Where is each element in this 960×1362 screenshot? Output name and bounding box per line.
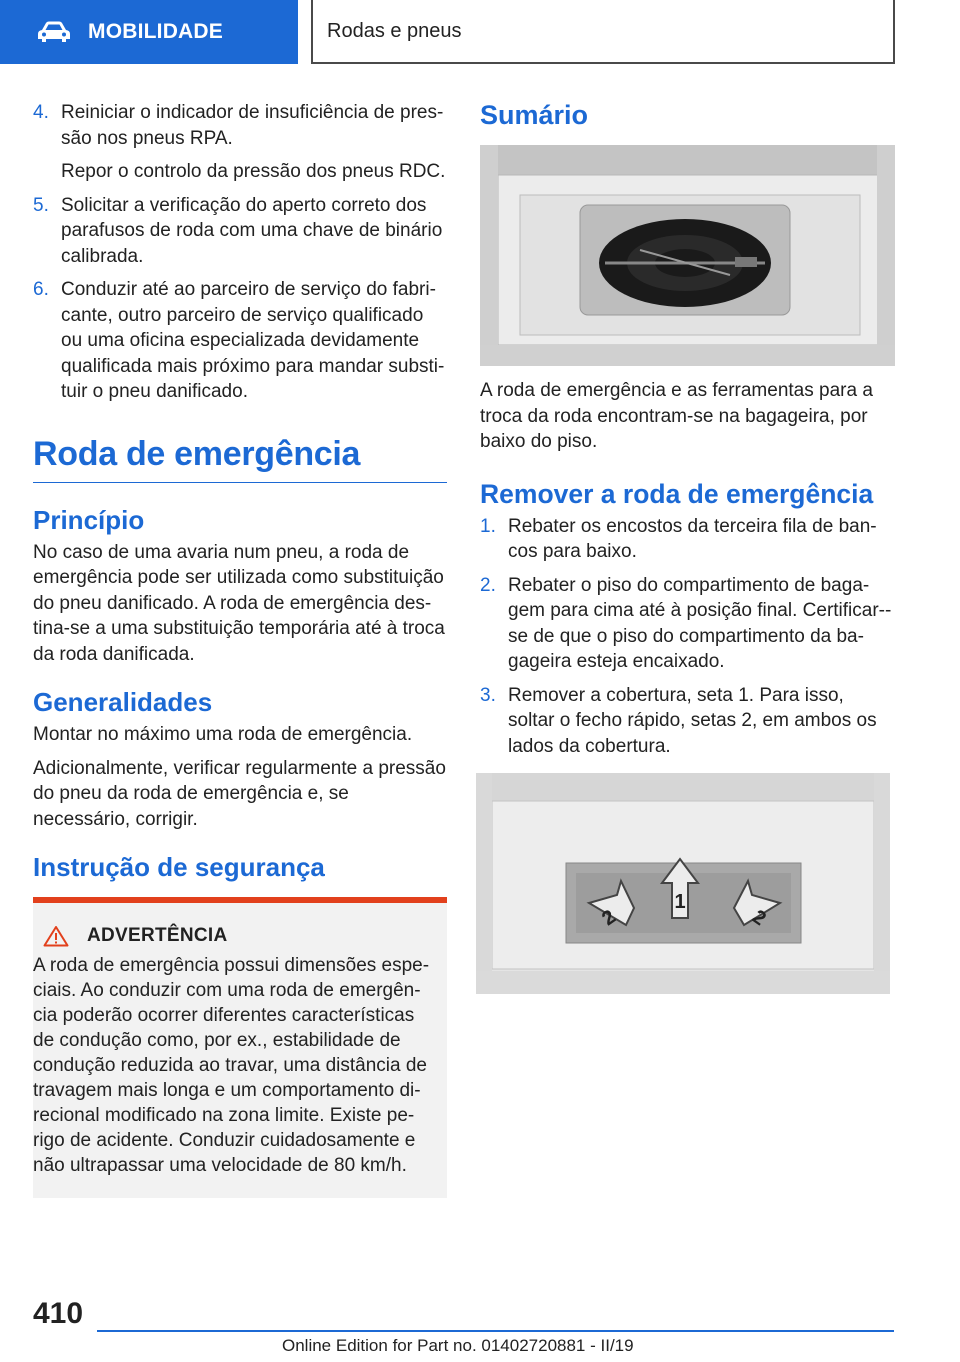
page-number: 410	[33, 1297, 84, 1330]
step-text: Solicitar a verificação do aperto correto dos parafusos de roda com uma chave de binário calibrada.	[61, 194, 443, 267]
sumario-heading: Sumário	[480, 100, 589, 130]
figure-label: 2	[748, 905, 770, 931]
generalidades-text-2: Adicionalmente, verificar regularmente a pressão do pneu da roda de emergência e, se necessário, corrigir.	[33, 757, 446, 830]
sumario-text: A roda de emergência e as ferramentas para a troca da roda encontram-se na bagageira, por baixo do piso.	[480, 380, 873, 452]
principio-heading: Princípio	[33, 504, 145, 535]
chapter-label: Rodas e pneus	[327, 19, 462, 42]
section-label: MOBILIDADE	[88, 20, 223, 43]
warning-triangle-icon	[43, 925, 69, 947]
right-column	[480, 100, 894, 994]
step-text: Remover a cobertura, seta 1. Para isso, soltar o fecho rápido, setas 2, em ambos os lados da cobertura.	[508, 684, 877, 757]
main-heading: Roda de emergência	[33, 435, 447, 483]
step-number: 4.	[33, 102, 49, 123]
chapter-tab[interactable]	[311, 0, 895, 64]
remover-heading: Remover a roda de emergência	[480, 478, 874, 509]
list-item	[480, 514, 894, 565]
step-number: 5.	[33, 194, 49, 216]
list-item	[480, 573, 894, 675]
section-tab[interactable]	[0, 0, 298, 64]
step-text: Conduzir até ao parceiro de serviço do fabri-cante, outro parceiro de serviço qualificado ou uma oficina especializada devidamente qualificada mais próximo para mandar substi-tuir o pneu danificado.	[61, 279, 445, 402]
figure-label: 2	[598, 905, 620, 931]
generalidades-heading: Generalidades	[33, 687, 213, 717]
list-item	[33, 277, 447, 405]
principio-text: No caso de uma avaria num pneu, a roda de emergência pode ser utilizada como substituição do pneu danificado. A roda de emergência des-tina-se a uma substituição temporária até à troca da roda danificada.	[33, 541, 445, 665]
cover-removal-image	[476, 773, 890, 994]
step-text: Repor o controlo da pressão dos pneus RDC.	[61, 161, 446, 182]
step-number: 6.	[33, 279, 49, 300]
seguranca-heading: Instrução de segurança	[33, 852, 325, 882]
warning-box	[33, 897, 447, 1198]
step-number: 2.	[480, 574, 496, 596]
step-number: 3.	[480, 684, 496, 706]
generalidades-text-1: Montar no máximo uma roda de emergência.	[33, 724, 413, 745]
list-item	[33, 100, 447, 185]
spare-wheel-image	[480, 145, 895, 366]
warning-text: A roda de emergência possui dimensões espe-ciais. Ao conduzir com uma roda de emergên-cia poderão ocorrer diferentes características de condução como, por ex., estabilidade de condução reduzida ao travar, uma distância de travagem mais longa e um comportamento di-recional modificado na zona limite. Existe pe-rigo de acidente. Conduzir cuidadosamente e não ultrapassar uma velocidade de 80 km/h.	[33, 955, 430, 1176]
left-column	[33, 100, 447, 1198]
step-text: Rebater os encostos da terceira fila de ban-cos para baixo.	[508, 515, 877, 562]
list-item	[33, 193, 447, 270]
list-item	[480, 683, 894, 760]
step-text: Rebater o piso do compartimento de baga-gem para cima até à posição final. Certificar--se de que o piso do compartimento da ba-gageira esteja encaixado.	[508, 574, 892, 672]
step-number: 1.	[480, 515, 496, 537]
warning-title: ADVERTÊNCIA	[87, 925, 228, 946]
step-text: Reiniciar o indicador de insuficiência de pres-são nos pneus RPA.	[61, 102, 444, 149]
car-icon	[36, 20, 72, 44]
edition-text: Online Edition for Part no. 01402720881 - II/19	[282, 1336, 634, 1355]
footer-divider	[97, 1330, 894, 1332]
figure-label: 1	[674, 891, 686, 913]
